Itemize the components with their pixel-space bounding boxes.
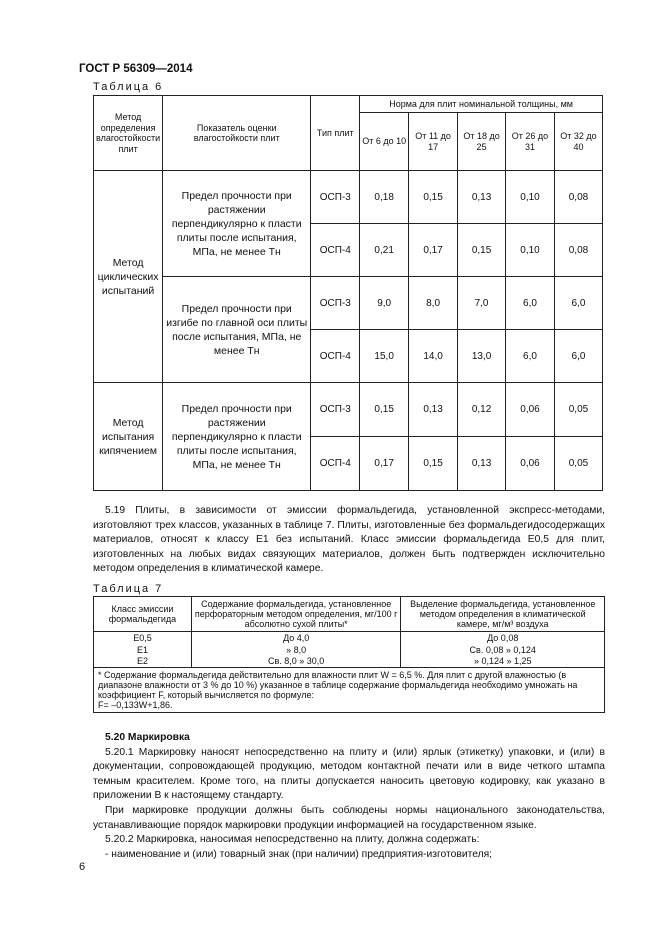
method-cyclic: Метод циклических испытаний — [94, 171, 163, 383]
table7-caption: Таблица 7 — [93, 583, 164, 595]
table-cell: 0,13 — [458, 437, 506, 491]
table-cell: 0,17 — [409, 224, 458, 277]
table-cell: 0,06 — [506, 437, 555, 491]
table-cell: Св. 0,08 » 0,124 — [401, 644, 605, 656]
table-cell: 13,0 — [458, 330, 506, 383]
table-cell: 6,0 — [554, 330, 602, 383]
table6-caption: Таблица 6 — [93, 81, 164, 93]
table-cell: 0,13 — [458, 171, 506, 224]
table-cell: 0,08 — [554, 171, 602, 224]
table-cell: 8,0 — [409, 277, 458, 330]
header-thickness: От 18 до 25 — [458, 113, 506, 171]
table-cell: » 8,0 — [191, 644, 401, 656]
table-cell: 0,21 — [360, 224, 409, 277]
paragraph-legislation: При маркировке продукции должны быть соблюдены нормы национального законодательства, устанавливающие порядок маркировки продукции информацией на государственном языке. — [93, 804, 605, 831]
table-cell: 0,05 — [554, 437, 602, 491]
table-cell: 0,10 — [506, 224, 555, 277]
table-cell: 0,18 — [360, 171, 409, 224]
indicator-bending: Предел прочности при изгибе по главной оси плиты после испытания, МПа, не менее Tн — [163, 277, 311, 383]
table-7 — [93, 596, 605, 713]
plate-type: ОСП-3 — [311, 277, 360, 330]
header-release: Выделение формальдегида, установленное методом определения в климатической камере, мг/м³ воздуха — [401, 597, 605, 632]
plate-type: ОСП-4 — [311, 330, 360, 383]
table-cell: 0,08 — [554, 224, 602, 277]
header-thickness: От 32 до 40 — [554, 113, 602, 171]
table-cell: До 0,08 — [401, 632, 605, 644]
table7-formula: F= –0,133W+1,86. — [98, 700, 173, 710]
plate-type: ОСП-4 — [311, 437, 360, 491]
table-cell: 0,10 — [506, 171, 555, 224]
header-content: Содержание формальдегида, установленное перфораторным методом определения, мг/100 г абсолютно сухой плиты* — [191, 597, 401, 632]
plate-type: ОСП-4 — [311, 224, 360, 277]
list-item: - наименование и (или) товарный знак (при наличии) предприятия-изготовителя; — [105, 848, 493, 860]
table-cell: 9,0 — [360, 277, 409, 330]
table-6 — [93, 95, 603, 491]
table-cell: 15,0 — [360, 330, 409, 383]
emission-class: Е0,5 — [94, 632, 192, 644]
table-cell: 0,15 — [409, 171, 458, 224]
table-cell: 0,15 — [360, 383, 409, 437]
table-cell: До 4,0 — [191, 632, 401, 644]
table-cell: 0,05 — [554, 383, 602, 437]
table-cell: 14,0 — [409, 330, 458, 383]
method-boiling: Метод испытания кипячением — [94, 383, 163, 491]
header-indicator: Показатель оценки влагостойкости плит — [163, 96, 311, 171]
table7-footnote: * Содержание формальдегида действительно для влажности плит W = 6,5 %. Для плит с другой влажностью (в диапазоне влажности от 3 % до 10 %) указанное в таблице содержание формальдегида необходимо умножать на коэффициент F, который вычисляется по формуле: — [98, 670, 578, 700]
table-cell: » 0,124 » 1,25 — [401, 656, 605, 668]
paragraph-5-20-2: 5.20.2 Маркировка, наносимая непосредственно на плиту, должна содержать: — [105, 834, 480, 846]
table-cell: 0,17 — [360, 437, 409, 491]
header-thickness: От 26 до 31 — [506, 113, 555, 171]
plate-type: ОСП-3 — [311, 383, 360, 437]
indicator-tension-boiling: Предел прочности при растяжении перпендикулярно к пласти плиты после испытания, МПа, не менее Tн — [163, 383, 311, 491]
table-cell: 6,0 — [506, 277, 555, 330]
emission-class: Е1 — [94, 644, 192, 656]
page-number: 6 — [79, 861, 86, 873]
header-thickness: От 11 до 17 — [409, 113, 458, 171]
section-5-20-title: 5.20 Маркировка — [105, 732, 190, 743]
paragraph-5-19: 5.19 Плиты, в зависимости от эмиссии формальдегида, установленной экспресс-методами, изготовляют трех классов, указанных в таблице 7. Плиты, изготовленные без формальдегидосодержащих материалов, относят к классу Е1 без испытаний. Класс эмиссии формальдегида Е0,5 для плит, изготовленных на любых видах связующих материалов, должен быть подтвержден исключительно методом определения в климатической камере. — [93, 505, 605, 575]
header-method: Метод определения влагостойкости плит — [94, 96, 163, 171]
table-cell: 6,0 — [506, 330, 555, 383]
document-header: ГОСТ Р 56309—2014 — [79, 63, 193, 75]
table-cell: 0,15 — [458, 224, 506, 277]
emission-class: Е2 — [94, 656, 192, 668]
header-norm: Норма для плит номинальной толщины, мм — [360, 96, 603, 113]
header-thickness: От 6 до 10 — [360, 113, 409, 171]
indicator-tension: Предел прочности при растяжении перпендикулярно к пласти плиты после испытания, МПа, не менее Tн — [163, 171, 311, 277]
plate-type: ОСП-3 — [311, 171, 360, 224]
table-cell: Св. 8,0 » 30,0 — [191, 656, 401, 668]
table-cell: 0,13 — [409, 383, 458, 437]
header-type: Тип плит — [311, 96, 360, 171]
paragraph-5-20-1: 5.20.1 Маркировку наносят непосредственно на плиту и (или) ярлык (этикетку) упаковки, и (или) в документации, сопровождающей продукцию, методом контактной печати или в виде четкого штампа темным красителем. Кроме того, на плиты допускается наносить цветовую кодировку, как указано в приложении В к настоящему стандарту. — [93, 746, 605, 802]
table-cell: 0,12 — [458, 383, 506, 437]
table-cell: 7,0 — [458, 277, 506, 330]
table-cell: 0,15 — [409, 437, 458, 491]
header-class: Класс эмиссии формальдегида — [94, 597, 192, 632]
table-cell: 0,06 — [506, 383, 555, 437]
table-cell: 6,0 — [554, 277, 602, 330]
